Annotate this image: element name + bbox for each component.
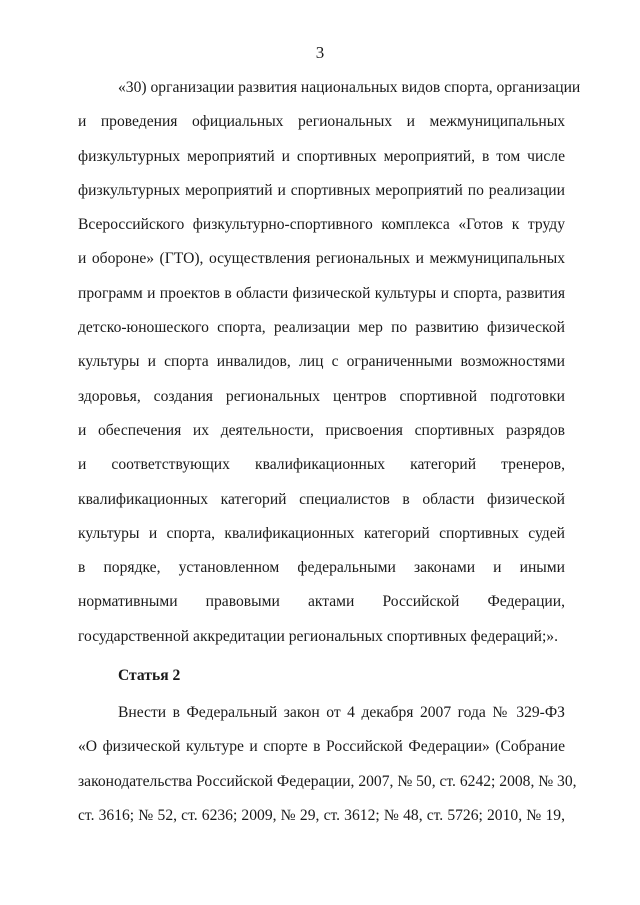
text-line: ст. 3616; № 52, ст. 6236; 2009, № 29, ст. 3612; № 48, ст. 5726; 2010, № 19, [78,806,565,824]
text-line: и обеспечения их деятельности, присвоения спортивных разрядов [78,421,565,439]
text-line: детско-юношеского спорта, реализации мер по развитию физической [78,319,565,337]
text-line: культуры и спорта, квалификационных категорий спортивных судей [78,524,565,542]
text-line: физкультурных мероприятий и спортивных мероприятий, в том числе [78,147,565,165]
text-line: и обороне» (ГТО), осуществления региональных и межмуниципальных [78,250,565,268]
text-line: Внести в Федеральный закон от 4 декабря 2007 года № 329-ФЗ [118,704,565,722]
text-line: законодательства Российской Федерации, 2007, № 50, ст. 6242; 2008, № 30, [78,772,577,790]
text-line: здоровья, создания региональных центров спортивной подготовки [78,387,565,405]
paragraph-item-30 [78,77,581,660]
text-line: программ и проектов в области физической культуры и спорта, развития [78,284,565,302]
text-line: квалификационных категорий специалистов в области физической [78,490,565,508]
text-line: «30) организации развития национальных видов спорта, организации [118,79,581,96]
text-line: культуры и спорта инвалидов, лиц с ограниченными возможностями [78,353,565,371]
document-body [78,77,581,839]
text-line: и проведения официальных региональных и межмуниципальных [78,113,565,131]
text-line: Всероссийского физкультурно-спортивного комплекса «Готов к труду [78,216,565,234]
text-line: «О физической культуре и спорте в Российской Федерации» (Собрание [78,738,565,756]
article-2-paragraph [78,702,577,839]
article-heading: Статья 2 [118,667,181,685]
text-line: в порядке, установленном федеральными законами и иными [78,559,565,577]
text-line: государственной аккредитации региональных спортивных федераций;». [78,627,558,645]
text-line: и соответствующих квалификационных категорий тренеров, [78,456,565,474]
page-number: 3 [315,43,325,62]
text-line: нормативными правовыми актами Российской Федерации, [78,593,565,611]
text-line: физкультурных мероприятий и спортивных мероприятий по реализации [78,181,565,199]
